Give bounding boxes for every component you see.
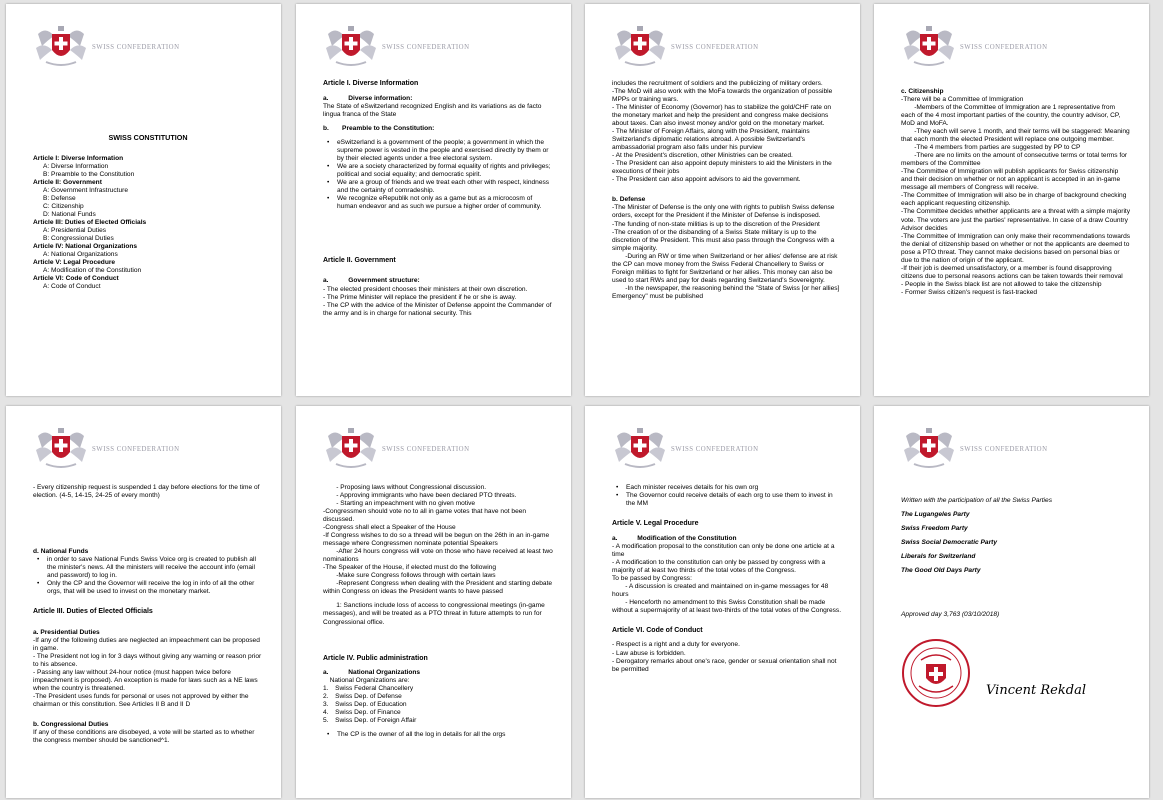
- paragraph: - The President can also appoint deputy ministers to aid the Ministers in the executions of their jobs: [612, 160, 832, 176]
- header-text: SWISS CONFEDERATION: [960, 44, 1048, 51]
- paragraph: -The creation of or the disbanding of a Swiss State military is up to the discretion of the President. This must also pass through the Congress with a simple majority.: [612, 228, 835, 252]
- list-item: • We are a society characterized by formal equality of rights and privileges; political and social equality; and democratic spirit.: [323, 163, 553, 179]
- paragraph: - At the President's discretion, other Ministries can be created.: [612, 152, 793, 160]
- list-item: • eSwitzerland is a government of the people; a government in which the supreme power is vested in the people and exercised directly by them or by their elected agents under a free electoral system.: [323, 139, 553, 163]
- participation-note: Written with the participation of all the Swiss Parties: [901, 497, 1052, 504]
- swiss-coat-of-arms-icon: [611, 426, 669, 470]
- toc-entry: B: Congressional Duties: [43, 235, 114, 243]
- paragraph: - Derogatory remarks about one's race, gender or sexual orientation shall not be permitted: [612, 657, 837, 673]
- paragraph: -If their job is deemed unsatisfactory, or a member is found disapproving citizens due to personal reasons actions can be taken towards their removal: [901, 264, 1123, 280]
- toc-entry: Article IV: National Organizations: [33, 243, 138, 251]
- page-5: [6, 406, 281, 798]
- page-7: [585, 406, 860, 798]
- paragraph: -The Committee of Immigration can only make their recommendations towards the denial of citizenship based on whether or not the applicants are deemed to pose a PTO threat. They cannot make decisions based on personal bias or due to the nation of origin of the applicant.: [901, 232, 1131, 264]
- paragraph: - The Minister of Foreign Affairs, along with the President, maintains Switzerland's diplomatic relations abroad. A possible Switzerland's ambassadorial program also falls under his purview: [612, 128, 810, 152]
- list-item: 3. Swiss Dep. of Education: [323, 701, 407, 709]
- page-2: [296, 4, 571, 396]
- paragraph: -There are no limits on the amount of consecutive terms or total terms for members of the Committee: [901, 152, 1128, 168]
- section-heading: a. Diverse information:: [323, 94, 413, 102]
- header-text: SWISS CONFEDERATION: [92, 446, 180, 453]
- paragraph: - Former Swiss citizen's request is fast-tracked: [901, 288, 1038, 296]
- toc-entry: Article VI: Code of Conduct: [33, 275, 119, 283]
- numbered-list: [323, 685, 553, 725]
- paragraph: - People in the Swiss black list are not allowed to take the citizenship: [901, 280, 1102, 288]
- swiss-coat-of-arms-icon: [32, 426, 90, 470]
- swiss-coat-of-arms-icon: [322, 24, 380, 68]
- toc-entry: A: Presidential Duties: [43, 227, 107, 235]
- page-header: [900, 426, 1140, 474]
- swiss-coat-of-arms-icon: [900, 426, 958, 470]
- toc-entry: A: National Organizations: [43, 251, 118, 259]
- paragraph-group: [33, 637, 263, 709]
- list-item: • Each minister receives details for his own org: [612, 484, 842, 492]
- section-heading: c. Citizenship: [901, 88, 944, 95]
- bullet-list: [33, 556, 263, 596]
- page-header: [322, 426, 562, 474]
- header-text: SWISS CONFEDERATION: [92, 44, 180, 51]
- paragraph: -If Congress wishes to do so a thread will be begun on the 26th in an in-game message where Congressmen nominate potential Speakers: [323, 532, 550, 548]
- paragraph: - Henceforth no amendment to this Swiss Constitution shall be made without a supermajority of at least two-thirds of the total votes of the Congress.: [612, 598, 842, 614]
- list-item: 4. Swiss Dep. of Finance: [323, 709, 401, 717]
- bullet-list: [612, 484, 842, 508]
- header-text: SWISS CONFEDERATION: [671, 44, 759, 51]
- paragraph: includes the recruitment of soldiers and the publicizing of military orders.: [612, 80, 823, 87]
- paragraph: If any of these conditions are disobeyed, a vote will be started as to whether the congress member should be sanctioned^1.: [33, 729, 255, 745]
- list-item: • The CP is the owner of all the log in details for all the orgs: [323, 731, 553, 739]
- party-name: Swiss Social Democratic Party: [901, 539, 998, 547]
- list-item: 5. Swiss Dep. of Foreign Affair: [323, 717, 417, 725]
- paragraph: -Congressmen should vote no to all in game votes that have not been discussed.: [323, 508, 527, 524]
- official-seal-icon: [901, 638, 971, 708]
- paragraph: -The Committee of Immigration will publish applicants for Swiss citizenship and their decision on whether or not an applicant is accepted in an in-game message all members of Congress will receive.: [901, 168, 1121, 192]
- page-header: [900, 24, 1140, 72]
- list-item: • The Governor could receive details of each org to use them to invest in the MM: [612, 492, 842, 508]
- paragraph: - Passing any law without 24-hour notice (must happen twice before impeachment is proposed). An exception is made for laws such as a NE laws when the country is threatened.: [33, 668, 258, 692]
- paragraph: -The 4 members from parties are suggested by PP to CP: [901, 144, 1081, 152]
- paragraph: - Starting an impeachment with no given motive: [323, 500, 476, 508]
- page-header: [611, 24, 851, 72]
- paragraph-group: [901, 96, 1131, 297]
- page-6: [296, 406, 571, 798]
- paragraph: - The CP with the advice of the Minister of Defense appoint the Commander of the army and is in charge for national security. This: [323, 301, 552, 317]
- article-heading: Article II. Government: [323, 256, 396, 264]
- header-text: SWISS CONFEDERATION: [382, 446, 470, 453]
- paragraph: -During an RW or time when Switzerland or her allies' defense are at risk the CP can move money from the Swiss Federal Chancellery to Swiss or Foreign militias to fight for Switzerland or her allies. This money can also be used to start RWs and pay for deals regarding Switzerland's Sovereignty.: [612, 252, 838, 284]
- toc-entry: A: Diverse Information: [43, 162, 109, 170]
- section-heading: a. Presidential Duties: [33, 628, 100, 636]
- page-header: [322, 24, 562, 72]
- paragraph: - The President can also appoint advisors to aid the government.: [612, 176, 801, 184]
- signature: Vincent Rekdal: [986, 683, 1086, 698]
- document-title: SWISS CONSTITUTION: [108, 133, 188, 142]
- paragraph: - A modification to the constitution can only be passed by congress with a majority of at least two thirds of the total votes of the Congress.: [612, 558, 826, 574]
- toc-entry: C: Citizenship: [43, 202, 84, 210]
- paragraph: - The President not log in for 3 days without giving any warning or reason prior to his absence.: [33, 652, 262, 668]
- toc-entry: B: Preamble to the Constitution: [43, 170, 135, 178]
- paragraph: -There will be a Committee of Immigration: [901, 96, 1024, 104]
- paragraph: -Make sure Congress follows through with certain laws: [323, 572, 496, 580]
- page-header: [32, 426, 272, 474]
- paragraph: - Proposing laws without Congressional discussion.: [323, 484, 487, 491]
- header-text: SWISS CONFEDERATION: [671, 446, 759, 453]
- header-text: SWISS CONFEDERATION: [960, 446, 1048, 453]
- toc-entry: A: Government Infrastructure: [43, 186, 129, 194]
- party-name: Liberals for Switzerland: [901, 553, 976, 561]
- paragraph-group: [323, 286, 553, 318]
- page-1: [6, 4, 281, 396]
- article-heading: Article VI. Code of Conduct: [612, 626, 703, 634]
- party-name: The Good Old Days Party: [901, 567, 981, 575]
- section-heading: a. Modification of the Constitution: [612, 534, 737, 542]
- toc-entry: Article I: Diverse Information: [33, 154, 124, 162]
- paragraph: -Represent Congress when dealing with the President and starting debate within Congress on ideas the President wants to have passed: [323, 580, 553, 596]
- paragraph: -Members of the Committee of Immigration are 1 representative from each of the 4 most important parties of the country, the country advisor, CP, MoD and MoFA.: [901, 104, 1121, 128]
- footnote: 1: Sanctions include loss of access to congressional meetings (in-game messages), and will be treated as a PTO threat in future attempts to run for Congressional office.: [323, 602, 545, 626]
- approval-date: Approved day 3,763 (03/10/2018): [901, 611, 1000, 619]
- list-item: • in order to save National Funds Swiss Voice org is created to publish all the minister's news. All the ministers will receive the account info (email and password) to log in.: [33, 556, 263, 580]
- toc-entry: B: Defense: [43, 194, 76, 202]
- section-heading: b. Defense: [612, 196, 646, 204]
- paragraph: -The Minister of Defense is the only one with rights to publish Swiss defense orders, except for the President if the Minister of Defense is indisposed.: [612, 204, 835, 220]
- section-heading: b. Congressional Duties: [33, 721, 109, 729]
- paragraph-group: [612, 641, 842, 673]
- paragraph: - A modification proposal to the constitution can only be done one article at a time: [612, 542, 835, 558]
- article-heading: Article V. Legal Procedure: [612, 520, 699, 528]
- article-heading: Article IV. Public administration: [323, 654, 428, 662]
- party-name: The Lugangeles Party: [901, 511, 970, 519]
- list-item: • Only the CP and the Governor will receive the log in info of all the other orgs, that will be used to invest on the monetary market.: [33, 580, 263, 596]
- paragraph: - Law abuse is forbidden.: [612, 649, 686, 657]
- paragraph: -The Committee decides whether applicants are a threat with a simple majority vote. The voters are just the parties' representative. In case of a draw Country Advisor decides: [901, 208, 1131, 232]
- list-item: 2. Swiss Dep. of Defense: [323, 693, 402, 701]
- paragraph: -If any of the following duties are neglected an impeachment can be proposed in game.: [33, 636, 260, 652]
- toc-entry: Article III: Duties of Elected Officials: [33, 219, 147, 227]
- toc-entry: Article II: Government: [33, 178, 102, 186]
- paragraph: - Every citizenship request is suspended 1 day before elections for the time of election. (4-5, 14-15, 24-25 of every month): [33, 484, 260, 500]
- page-header: [611, 426, 851, 474]
- page-4: [874, 4, 1149, 396]
- toc-entry: A: Code of Conduct: [43, 283, 101, 291]
- page-3: [585, 4, 860, 396]
- page-header: [32, 24, 272, 72]
- paragraph: -The Committee of Immigration will also be in charge of background checking each applicant requesting citizenship.: [901, 192, 1127, 208]
- toc-entry: A: Modification of the Constitution: [43, 267, 142, 275]
- bullet-list: [323, 139, 553, 211]
- section-heading: d. National Funds: [33, 548, 89, 556]
- paragraph-group: [612, 204, 842, 300]
- list-item: • We are a group of friends and we treat each other with respect, kindness and the certainty of comradeship.: [323, 179, 553, 195]
- paragraph-group: [612, 80, 842, 184]
- paragraph: - Approving immigrants who have been declared PTO threats.: [323, 492, 517, 500]
- paragraph: -They each will serve 1 month, and their terms will be staggered: Meaning that each month the elected President will replace one outgoing member.: [901, 128, 1130, 144]
- section-heading: b. Preamble to the Constitution:: [323, 124, 435, 132]
- list-item: • We recognize eRepublik not only as a game but as a microcosm of human endeavor and as such we pursue a higher order of community.: [323, 195, 553, 211]
- header-text: SWISS CONFEDERATION: [382, 44, 470, 51]
- swiss-coat-of-arms-icon: [32, 24, 90, 68]
- paragraph-group: [612, 543, 842, 615]
- paragraph: - The Minister of Economy (Governor) has to stabilize the gold/CHF rate on the monetary market and help the president and congress make decisions about taxes. Can also invest money and/or gold on the monetary market.: [612, 104, 832, 128]
- list-item: 1. Swiss Federal Chancellery: [323, 685, 414, 693]
- article-heading: Article I. Diverse Information: [323, 80, 419, 87]
- paragraph: National Organizations are:: [323, 677, 410, 685]
- paragraph: - Respect is a right and a duty for everyone.: [612, 641, 740, 649]
- paragraph: - The elected president chooses their ministers at their own discretion.: [323, 285, 528, 293]
- table-of-contents: [33, 155, 263, 292]
- paragraph: -After 24 hours congress will vote on those who have received at least two nominations: [323, 548, 553, 564]
- paragraph: To be passed by Congress:: [612, 574, 692, 582]
- paragraph: -The MoD will also work with the MoFa towards the organization of possible MPPs or training wars.: [612, 88, 833, 104]
- article-heading: Article III. Duties of Elected Officials: [33, 608, 153, 616]
- paragraph: -The Speaker of the House, if elected must do the following: [323, 564, 496, 572]
- paragraph: -Congress shall elect a Speaker of the House: [323, 524, 456, 532]
- toc-entry: D: National Funds: [43, 211, 96, 218]
- section-heading: a. National Organizations: [323, 669, 421, 677]
- paragraph: -The President uses funds for personal or uses not approved by either the chairman or this constitution. See Articles II B and II D: [33, 693, 249, 709]
- section-heading: a. Government structure:: [323, 277, 420, 285]
- paragraph: -In the newspaper, the reasoning behind the "State of Swiss [or her allies] Emergency" must be published: [612, 284, 840, 300]
- page-8: [874, 406, 1149, 798]
- paragraph: - A discussion is created and maintained on in-game messages for 48 hours: [612, 582, 829, 598]
- paragraph: The State of eSwitzerland recognized English and its variations as de facto lingua franca of the State: [323, 102, 542, 118]
- swiss-coat-of-arms-icon: [611, 24, 669, 68]
- party-list: [901, 511, 1131, 575]
- swiss-coat-of-arms-icon: [322, 426, 380, 470]
- toc-entry: Article V: Legal Procedure: [33, 259, 116, 267]
- party-name: Swiss Freedom Party: [901, 525, 968, 533]
- paragraph-group: [323, 484, 553, 596]
- paragraph: - The Prime Minister will replace the president if he or she is away.: [323, 293, 517, 301]
- swiss-coat-of-arms-icon: [900, 24, 958, 68]
- paragraph: -The funding of non-state militias is up to the discretion of the President: [612, 220, 820, 228]
